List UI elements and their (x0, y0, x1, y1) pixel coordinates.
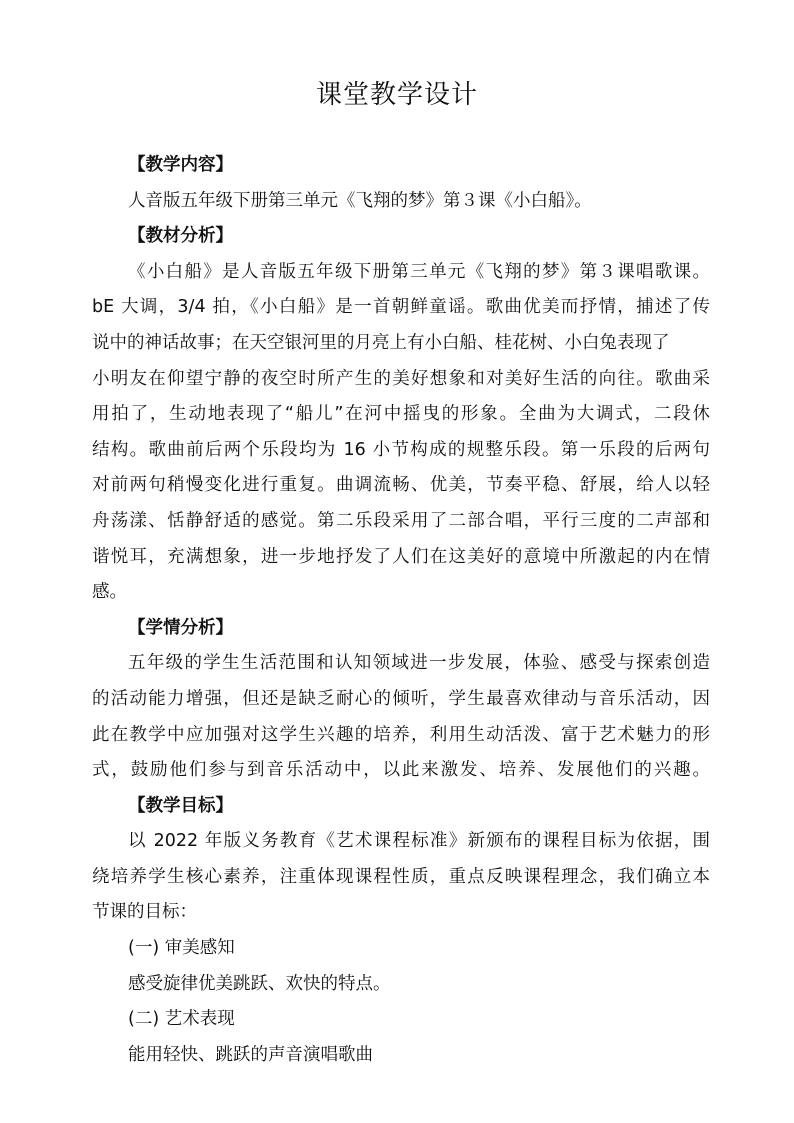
body-text-line: 谐悦耳，充满想象，进一步地抒发了人们在这美好的意境中所激起的内在情 (92, 546, 710, 567)
body-text-line: 小明友在仰望宁静的夜空时所产生的美好想象和对美好生活的向往。歌曲采 (92, 368, 710, 389)
body-text-line: 感。 (92, 582, 127, 603)
section-heading: 【教材分析】 (128, 226, 233, 247)
body-text-line: 结构。歌曲前后两个乐段均为 16 小节构成的规整乐段。第一乐段的后两句 (92, 439, 710, 460)
body-text-line: 感受旋律优美跳跃、欢快的特点。 (128, 973, 391, 994)
body-text-line: 式，鼓励他们参与到音乐活动中，以此来激发、培养、发展他们的兴趣。 (92, 760, 710, 781)
document-title: 课堂教学设计 (315, 80, 478, 110)
body-text-line: 舟荡漾、恬静舒适的感觉。第二乐段采用了二部合唱，平行三度的二声部和 (92, 510, 710, 531)
body-text-line: 能用轻快、跳跃的声音演唱歌曲 (128, 1044, 373, 1065)
body-text-line: 节课的目标： (92, 902, 197, 923)
body-text-line: bE 大调，3/4 拍，《小白船》是一首朝鲜童谣。歌曲优美而抒情，捕述了传 (92, 297, 710, 318)
body-text-line: 的活动能力增强，但还是缺乏耐心的倾听，学生最喜欢律动与音乐活动，因 (92, 688, 710, 709)
section-heading: 【教学目标】 (128, 795, 233, 816)
body-text-line: 人音版五年级下册第三单元《飞翔的梦》第３课《小白船》。 (128, 190, 592, 211)
section-heading: 【学情分析】 (128, 617, 233, 638)
document-body (92, 148, 710, 1073)
section-heading: 【教学内容】 (128, 155, 233, 175)
body-text-line: 五年级的学生生活范围和认知领域进一步发展，体验、感受与探索创造 (128, 653, 710, 674)
body-text-line: (二) 艺术表现 (128, 1009, 235, 1030)
body-text-line: 《小白船》是人音版五年级下册第三单元《飞翔的梦》第３课唱歌课。 (128, 261, 710, 282)
body-text-line: 说中的神话故事；在天空银河里的月亮上有小白船、桂花树、小白兔表现了 (92, 332, 670, 353)
body-text-line: 此在教学中应加强对这学生兴趣的培养，利用生动活泼、富于艺术魅力的形 (92, 724, 710, 745)
body-text-line: (一) 审美感知 (128, 938, 235, 959)
body-text-line: 对前两句稍慢变化进行重复。曲调流畅、优美，节奏平稳、舒展，给人以轻 (92, 475, 710, 496)
body-text-line: 绕培养学生核心素养，注重体现课程性质，重点反映课程理念，我们确立本 (92, 866, 710, 887)
body-text-line: 以 2022 年版义务教育《艺术课程标准》新颁布的课程目标为依据，围 (128, 831, 710, 852)
body-text-line: 用拍了，生动地表现了“船儿”在河中摇曳的形象。全曲为大调式，二段休 (92, 404, 710, 425)
